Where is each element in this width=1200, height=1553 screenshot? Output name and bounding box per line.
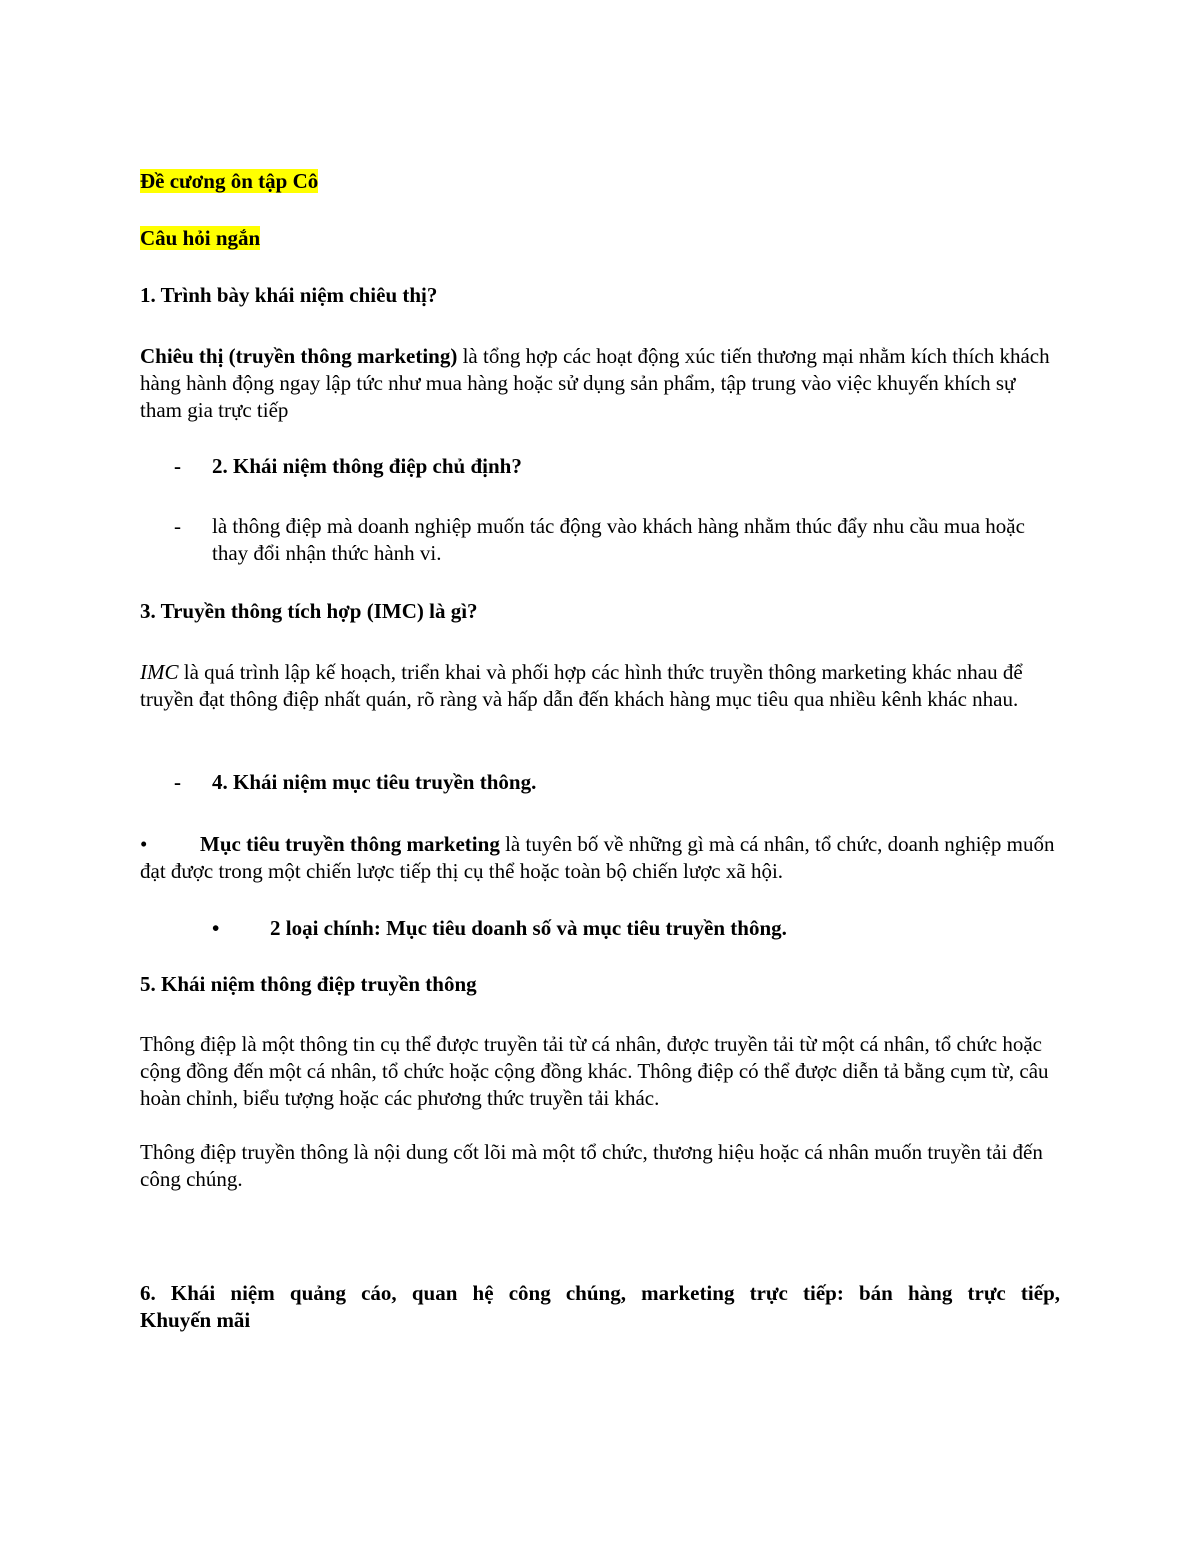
question-6-heading: [140, 1280, 1060, 1334]
question-6-heading-line-1: 6. Khái niệm quảng cáo, quan hệ công chúng, marketing trực tiếp: bán hàng trực tiếp,: [140, 1281, 1060, 1305]
question-1-term: Chiêu thị (truyền thông marketing): [140, 344, 458, 368]
question-1-heading: 1. Trình bày khái niệm chiêu thị?: [140, 283, 438, 307]
question-5-paragraph-2: Thông điệp truyền thông là nội dung cốt lõi mà một tổ chức, thương hiệu hoặc cá nhân muốn truyền tải đến công chúng.: [140, 1140, 1043, 1191]
question-4-sub-text: 2 loại chính: Mục tiêu doanh số và mục tiêu truyền thông.: [270, 916, 787, 940]
question-5-heading: 5. Khái niệm thông điệp truyền thông: [140, 972, 477, 996]
question-3-answer: [140, 659, 1060, 713]
bullet-marker: •: [212, 916, 220, 940]
question-3-heading: 3. Truyền thông tích hợp (IMC) là gì?: [140, 599, 478, 623]
question-2-answer: là thông điệp mà doanh nghiệp muốn tác động vào khách hàng nhằm thúc đẩy nhu cầu mua hoặc thay đổi nhận thức hành vi.: [212, 514, 1025, 565]
question-4-answer-item: [140, 831, 1060, 885]
question-3-body: là quá trình lập kế hoạch, triển khai và phối hợp các hình thức truyền thông marketing khác nhau để truyền đạt thông điệp nhất quán, rõ ràng và hấp dẫn đến khách hàng mục tiêu qua nhiều kênh khác nhau.: [140, 660, 1023, 711]
question-1-body: là tổng hợp các hoạt động xúc tiến thương mại nhằm kích thích khách hàng hành động ngay lập tức như mua hàng hoặc sử dụng sản phẩm, tập trung vào việc khuyến khích sự tham gia trực tiếp: [140, 344, 1050, 422]
question-4-heading: 4. Khái niệm mục tiêu truyền thông.: [212, 770, 537, 794]
question-4-term: Mục tiêu truyền thông marketing: [200, 832, 500, 856]
dash-marker: -: [174, 514, 181, 538]
question-2-heading: 2. Khái niệm thông điệp chủ định?: [212, 454, 522, 478]
dash-marker: -: [174, 454, 181, 478]
title-highlight: Đề cương ôn tập Cô: [140, 169, 319, 193]
question-6-heading-line-2: Khuyến mãi: [140, 1308, 251, 1332]
question-4-body: là tuyên bố về những gì mà cá nhân, tổ chức, doanh nghiệp muốn đạt được trong một chiến lược tiếp thị cụ thể hoặc toàn bộ chiến lược xã hội.: [140, 832, 1055, 883]
subtitle-highlight: Câu hỏi ngắn: [140, 226, 261, 250]
section-subtitle: [140, 225, 1060, 252]
question-1-answer: [140, 343, 1060, 424]
dash-marker: -: [174, 770, 181, 794]
question-3-term: IMC: [140, 660, 179, 684]
bullet-marker: •: [140, 832, 148, 856]
question-5-paragraph-1: Thông điệp là một thông tin cụ thể được truyền tải từ cá nhân, được truyền tải từ một cá nhân, tổ chức hoặc cộng đồng đến một cá nhân, tổ chức hoặc cộng đồng khác. Thông điệp có thể được diễn tả bằng cụm từ, câu hoàn chỉnh, biểu tượng hoặc các phương thức truyền tải khác.: [140, 1032, 1049, 1110]
document-title: [140, 168, 1060, 195]
question-4-answer: [140, 831, 1060, 885]
